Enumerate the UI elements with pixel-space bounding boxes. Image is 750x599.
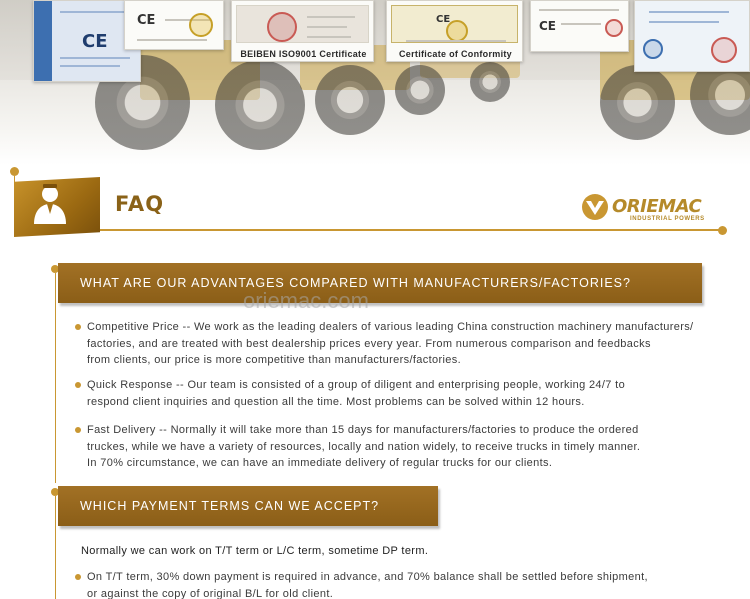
- divider: [55, 496, 56, 599]
- certificates-banner: [0, 0, 750, 165]
- text-line: Fast Delivery -- Normally it will take more than 15 days for manufacturers/factories to produce the ordered: [87, 424, 639, 436]
- text-line: from clients, our price is more competitive than manufacturers/factories.: [87, 354, 462, 366]
- list-bullet: [75, 574, 81, 580]
- brand-tagline: INDUSTRIAL POWERS: [630, 216, 705, 222]
- answer-item: [87, 377, 625, 410]
- brand-name: ORIEMAC: [612, 196, 702, 217]
- divider: [55, 273, 56, 483]
- text-line: factories, and are treated with best dealership prices every year. From numerous comparison and feedbacks: [87, 337, 651, 350]
- text-line: truckes, while we have a variety of resources, locally and nation widely, to receive trucks in timely manner.: [87, 440, 641, 453]
- text-line: On T/T term, 30% down payment is required in advance, and 70% balance shall be settled before shipment,: [87, 571, 648, 583]
- list-bullet: [75, 382, 81, 388]
- certificate-image: CE Certificate of Conformity: [386, 0, 523, 62]
- tire-image: [315, 65, 385, 135]
- list-bullet: [75, 427, 81, 433]
- tire-image: [600, 65, 675, 140]
- divider: [100, 229, 722, 231]
- certificate-image: CE: [124, 0, 224, 50]
- answer-item: [87, 422, 640, 472]
- certificate-caption: BEIBEN ISO9001 Certificate: [240, 49, 367, 59]
- answer-item: [87, 319, 693, 369]
- question-title: WHAT ARE OUR ADVANTAGES COMPARED WITH MANUFACTURERS/FACTORIES?: [80, 276, 631, 290]
- text-line: Quick Response -- Our team is consisted of a group of diligent and enterprising people, working 24/7 to: [87, 379, 626, 391]
- decor-dot: [10, 167, 19, 176]
- tire-image: [395, 65, 445, 115]
- list-bullet: [75, 324, 81, 330]
- section-title: FAQ: [115, 192, 165, 216]
- text-line: or against the copy of original B/L for old client.: [87, 587, 334, 599]
- person-icon: [30, 182, 70, 226]
- tire-image: [470, 62, 510, 102]
- answer-item: [87, 569, 648, 599]
- text-line: Competitive Price -- We work as the leading dealers of various leading China construction machinery manufacturers/: [87, 321, 694, 333]
- watermark: oriemac.com: [243, 288, 369, 313]
- certificate-image: [231, 0, 374, 62]
- certificate-caption: Certificate of Conformity: [398, 49, 512, 59]
- text-line: In 70% circumstance, we can have an immediate delivery of regular trucks for our clients.: [87, 457, 553, 469]
- answer-intro: Normally we can work on T/T term or L/C term, sometime DP term.: [81, 545, 429, 557]
- certificate-image: CE: [33, 0, 141, 82]
- certificate-image: [634, 0, 750, 72]
- certificate-image: CE: [530, 0, 629, 52]
- decor-dot: [718, 226, 727, 235]
- tire-image: [215, 60, 305, 150]
- question-title: WHICH PAYMENT TERMS CAN WE ACCEPT?: [80, 499, 380, 513]
- text-line: respond client inquiries and question all the time. Most problems can be solved within 12 hours.: [87, 395, 585, 408]
